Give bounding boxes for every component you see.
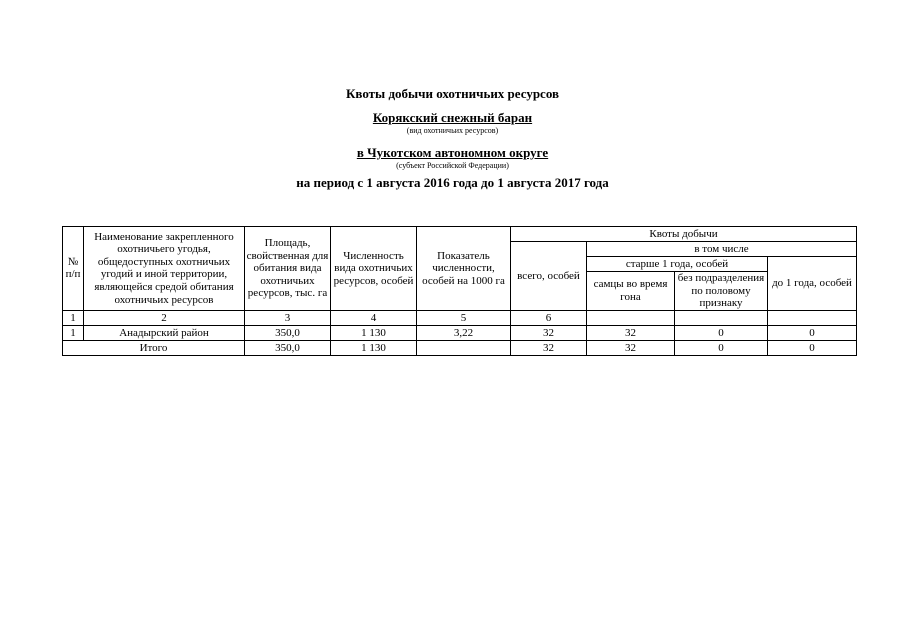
total-area: 350,0 <box>245 340 331 355</box>
row-young: 0 <box>768 325 857 340</box>
header-quota-group: Квоты добычи <box>511 227 857 242</box>
table-row <box>63 325 857 340</box>
total-population: 1 130 <box>331 340 417 355</box>
col-number <box>768 310 857 325</box>
col-number <box>587 310 675 325</box>
header-num: № п/п <box>63 227 84 311</box>
period-line: на период с 1 августа 2016 года до 1 августа 2017 года <box>296 175 609 190</box>
row-population: 1 130 <box>331 325 417 340</box>
total-density <box>417 340 511 355</box>
row-total: 32 <box>511 325 587 340</box>
header-name: Наименование закрепленного охотничьего угодья, общедоступных охотничьих угодий и иной территории, являющейся средой обитания охотничьих ресурсов <box>84 227 245 311</box>
region-name: в Чукотском автономном округе <box>356 145 549 160</box>
row-no-sex: 0 <box>675 325 768 340</box>
row-area: 350,0 <box>245 325 331 340</box>
total-young: 0 <box>768 340 857 355</box>
total-total: 32 <box>511 340 587 355</box>
row-density: 3,22 <box>417 325 511 340</box>
header-density: Показатель численности, особей на 1000 га <box>417 227 511 311</box>
row-name: Анадырский район <box>84 325 245 340</box>
col-number: 2 <box>84 310 245 325</box>
column-number-row <box>63 310 857 325</box>
col-number: 5 <box>417 310 511 325</box>
document-title: Квоты добычи охотничьих ресурсов <box>345 86 560 101</box>
species-note: (вид охотничьих ресурсов) <box>406 126 499 135</box>
header-young: до 1 года, особей <box>768 257 857 311</box>
col-number: 1 <box>63 310 84 325</box>
header-population: Численность вида охотничьих ресурсов, особей <box>331 227 417 311</box>
total-no-sex: 0 <box>675 340 768 355</box>
row-males: 32 <box>587 325 675 340</box>
col-number: 6 <box>511 310 587 325</box>
species-name: Корякский снежный баран <box>372 110 533 125</box>
quota-table <box>62 226 857 356</box>
col-number: 3 <box>245 310 331 325</box>
total-males: 32 <box>587 340 675 355</box>
region-note: (субъект Российской Федерации) <box>396 161 509 170</box>
col-number: 4 <box>331 310 417 325</box>
header-incl: в том числе <box>587 242 857 257</box>
total-label: Итого <box>63 340 245 355</box>
header-area: Площадь, свойственная для обитания вида охотничьих ресурсов, тыс. га <box>245 227 331 311</box>
total-row <box>63 340 857 355</box>
header-males: самцы во время гона <box>587 272 675 311</box>
row-num: 1 <box>63 325 84 340</box>
header-total: всего, особей <box>511 242 587 311</box>
col-number <box>675 310 768 325</box>
header-older: старше 1 года, особей <box>587 257 768 272</box>
header-no-sex: без подразделения по половому признаку <box>675 272 768 311</box>
